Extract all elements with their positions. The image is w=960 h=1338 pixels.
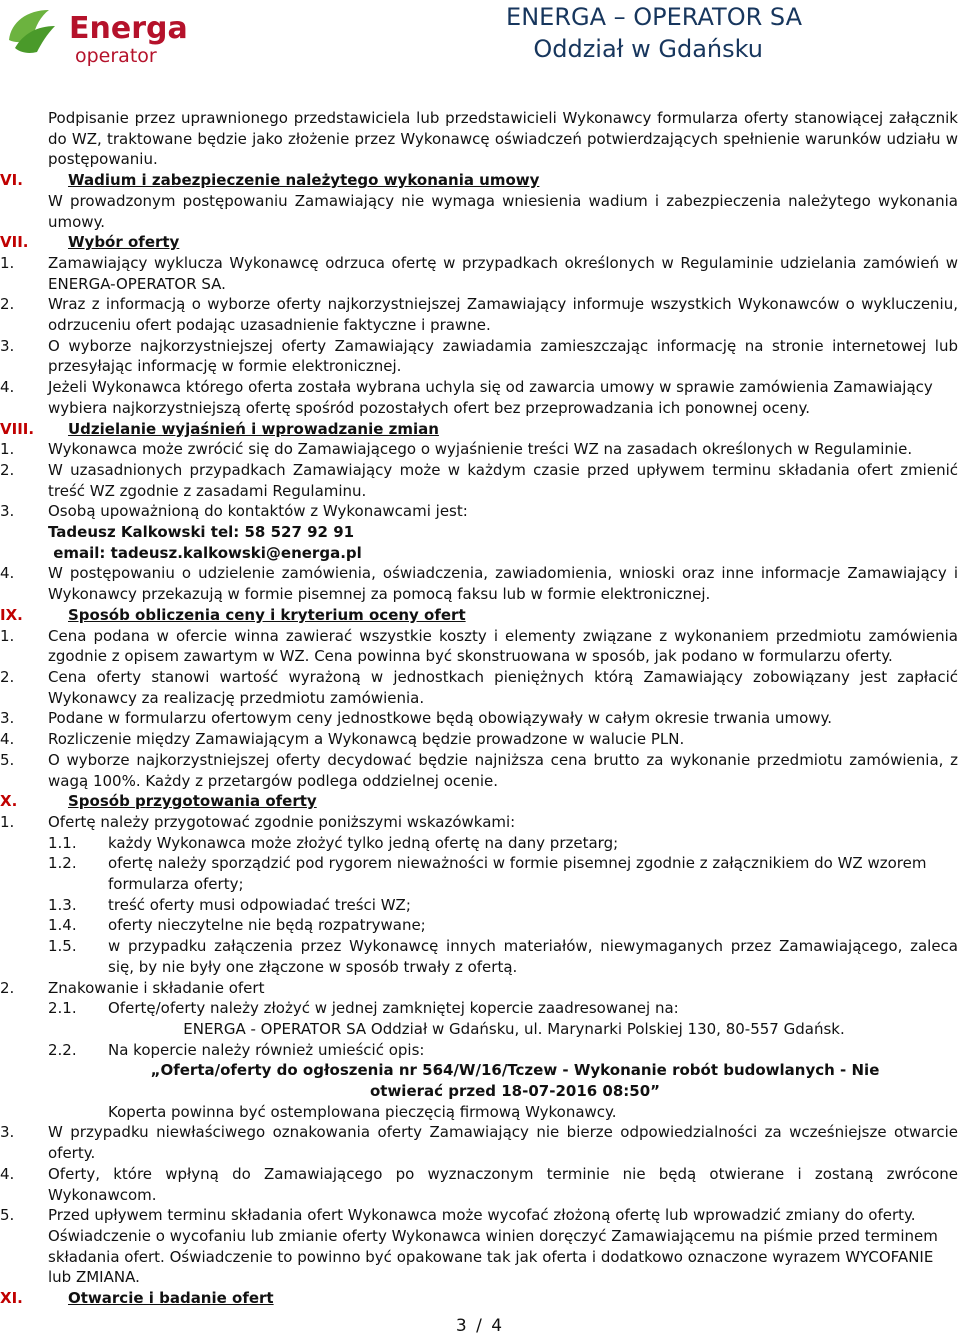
section-heading [0, 419, 960, 440]
section-heading [0, 1288, 960, 1309]
leaf-icon [9, 10, 55, 53]
page-number: 3 / 4 [455, 1316, 505, 1336]
section-title: Otwarcie i badanie ofert [68, 1289, 274, 1308]
section-heading [0, 791, 960, 812]
stamp-note: Koperta powinna być ostemplowana pieczęcią firmową Wykonawcy. [108, 1102, 617, 1121]
section-title: Sposób przygotowania oferty [68, 792, 317, 811]
contact-email: email: tadeusz.kalkowski@energa.pl [48, 543, 362, 562]
list-item: 3. W przypadku niewłaściwego oznakowania oferty Zamawiający nie bierze odpowiedzialności za wcześniejsze otwarcie oferty. [0, 1123, 958, 1163]
list-item: 3. O wyborze najkorzystniejszej oferty Zamawiający zawiadamia zamieszczając informację na stronie internetowej lub przesyłając informację w formie elektronicznej. [0, 336, 958, 376]
section-heading [0, 605, 960, 626]
section-title: Wadium i zabezpieczenie należytego wykonania umowy [68, 171, 540, 190]
list-item: 4. Oferty, które wpłyną do Zamawiającego po wyznaczonym terminie nie będą otwierane i zostaną zwrócone Wykonawcom. [0, 1164, 958, 1204]
header-company: ENERGA – OPERATOR SA [506, 3, 802, 31]
address: ENERGA - OPERATOR SA Oddział w Gdańsku, ul. Marynarki Polskiej 130, 80-557 Gdańsk. [183, 1019, 845, 1038]
sub-list-item: 1.2. ofertę należy sporządzić pod rygorem nieważności w formie pisemnej zgodnie z załącznikiem do WZ wzorem formularza oferty; [48, 854, 927, 894]
section-title: Udzielanie wyjaśnień i wprowadzanie zmian [68, 419, 439, 438]
section-number: X. [0, 792, 18, 811]
sub-list-item: 1.3. treść oferty musi odpowiadać treści WZ; [48, 895, 411, 914]
document-body [0, 108, 960, 1309]
section-number: VIII. [0, 419, 35, 438]
list-item: 5. O wyborze najkorzystniejszej oferty decydować będzie najniższa cena brutto za wykonanie przedmiotu zamówienia, z wagą 100%. Każdy z przetargów podlega oddzielnej ocenie. [0, 750, 958, 790]
list-item: 1. Ofertę należy przygotować zgodnie poniższymi wskazówkami: [0, 812, 516, 831]
list-item: 2. Wraz z informacją o wyborze oferty najkorzystniejszej Zamawiający informuje wszystkich Wykonawców o wykluczeniu, odrzuceniu ofert podając uzasadnienie faktyczne i prawne. [0, 295, 958, 335]
contact-name: Tadeusz Kalkowski tel: 58 527 92 91 [48, 523, 355, 542]
list-item: 4. Jeżeli Wykonawca którego oferta została wybrana uchyla się od zawarcia umowy w sprawie zamówienia Zamawiający wybiera najkorzystniejszą ofertę spośród pozostałych ofert bez przeprowadzania ich ponownej oceny. [0, 378, 933, 417]
list-item: 1. Cena podana w ofercie winna zawierać wszystkie koszty i elementy związane z wykonaniem przedmiotu zamówienia zgodnie z opisem zawartym w WZ. Cena powinna być skonstruowana w sposób, jak podano w formularzu oferty. [0, 626, 958, 666]
list-item: 4. Rozliczenie między Zamawiającym a Wykonawcą będzie prowadzone w walucie PLN. [0, 730, 685, 749]
energa-operator-logo [5, 4, 205, 66]
list-item: 1. Wykonawca może zwrócić się do Zamawiającego o wyjaśnienie treści WZ na zasadach określonych w Regulaminie. [0, 440, 913, 459]
svg-text:Energa: Energa [69, 11, 188, 46]
svg-text:operator: operator [75, 45, 157, 66]
list-item: 5. Przed upływem terminu składania ofert Wykonawca może wycofać złożoną ofertę lub wprowadzić zmiany do oferty. Oświadczenie o wycofaniu lub zmianie oferty Wykonawca winien doręczyć Zamawiającemu na piśmie przed terminem składania ofert. Oświadczenie to powinno być opakowane tak jak oferta i dodatkowo oznaczone wyrazem WYCOFANIE lub ZMIANA. [0, 1206, 938, 1287]
sub-list-item: 2.1. Ofertę/oferty należy złożyć w jednej zamkniętej kopercie zaadresowanej na: [48, 999, 679, 1018]
list-item: 1. Zamawiający wyklucza Wykonawcę odrzuca ofertę w przypadkach określonych w Regulaminie udzielania zamówień w ENERGA-OPERATOR SA. [0, 253, 958, 293]
sub-list-item: 1.1. każdy Wykonawca może złożyć tylko jedną ofertę na dany przetarg; [48, 833, 619, 852]
list-item: 2. W uzasadnionych przypadkach Zamawiający może w każdym czasie przed upływem terminu składania ofert zmienić treść WZ zgodnie z zasadami Regulaminu. [0, 460, 958, 500]
section-number: VII. [0, 233, 29, 252]
section-title: Sposób obliczenia ceny i kryterium oceny ofert [68, 605, 466, 624]
sub-list-item: 2.2. Na kopercie należy również umieścić opis: [48, 1040, 425, 1059]
section-heading [0, 232, 960, 253]
list-item: 2. Znakowanie i składanie ofert [0, 978, 265, 997]
list-item: 4. W postępowaniu o udzielenie zamówienia, oświadczenia, zawiadomienia, wnioski oraz inne informacje Zamawiający i Wykonawcy przekazują w formie pisemnej za pomocą faksu lub w formie elektronicznej. [0, 564, 958, 604]
envelope-label: „Oferta/oferty do ogłoszenia nr 564/W/16/Tczew - Wykonanie robót budowlanych - Nie otwierać przed 18-07-2016 08:50” [150, 1061, 880, 1101]
section-title: Wybór oferty [68, 233, 180, 252]
section-heading [0, 170, 960, 191]
paragraph: W prowadzonym postępowaniu Zamawiający nie wymaga wniesienia wadium i zabezpieczenia należytego wykonania umowy. [48, 191, 958, 231]
sub-list-item: 1.5. w przypadku załączenia przez Wykonawcę innych materiałów, niewymaganych przez Zamawiającego, zaleca się, by nie były one złączone w sposób trwały z ofertą. [48, 937, 958, 976]
paragraph: Podpisanie przez uprawnionego przedstawiciela lub przedstawicieli Wykonawcy formularza oferty stanowiącej załącznik do WZ, traktowane będzie jako złożenie przez Wykonawcę oświadczeń potwierdzających spełnienie warunków udziału w postępowaniu. [48, 109, 958, 169]
list-item: 3. Podane w formularzu ofertowym ceny jednostkowe będą obowiązywały w całym okresie trwania umowy. [0, 709, 833, 728]
list-item: 3. Osobą upoważnioną do kontaktów z Wykonawcami jest: [0, 502, 468, 521]
list-item: 2. Cena oferty stanowi wartość wyrażoną w jednostkach pieniężnych którą Zamawiający zobowiązany jest zapłacić Wykonawcy za realizację przedmiotu zamówienia. [0, 667, 958, 707]
section-number: IX. [0, 605, 23, 624]
sub-list-item: 1.4. oferty nieczytelne nie będą rozpatrywane; [48, 916, 426, 935]
header-division: Oddział w Gdańsku [533, 35, 763, 63]
section-number: VI. [0, 171, 23, 190]
section-number: XI. [0, 1289, 23, 1308]
